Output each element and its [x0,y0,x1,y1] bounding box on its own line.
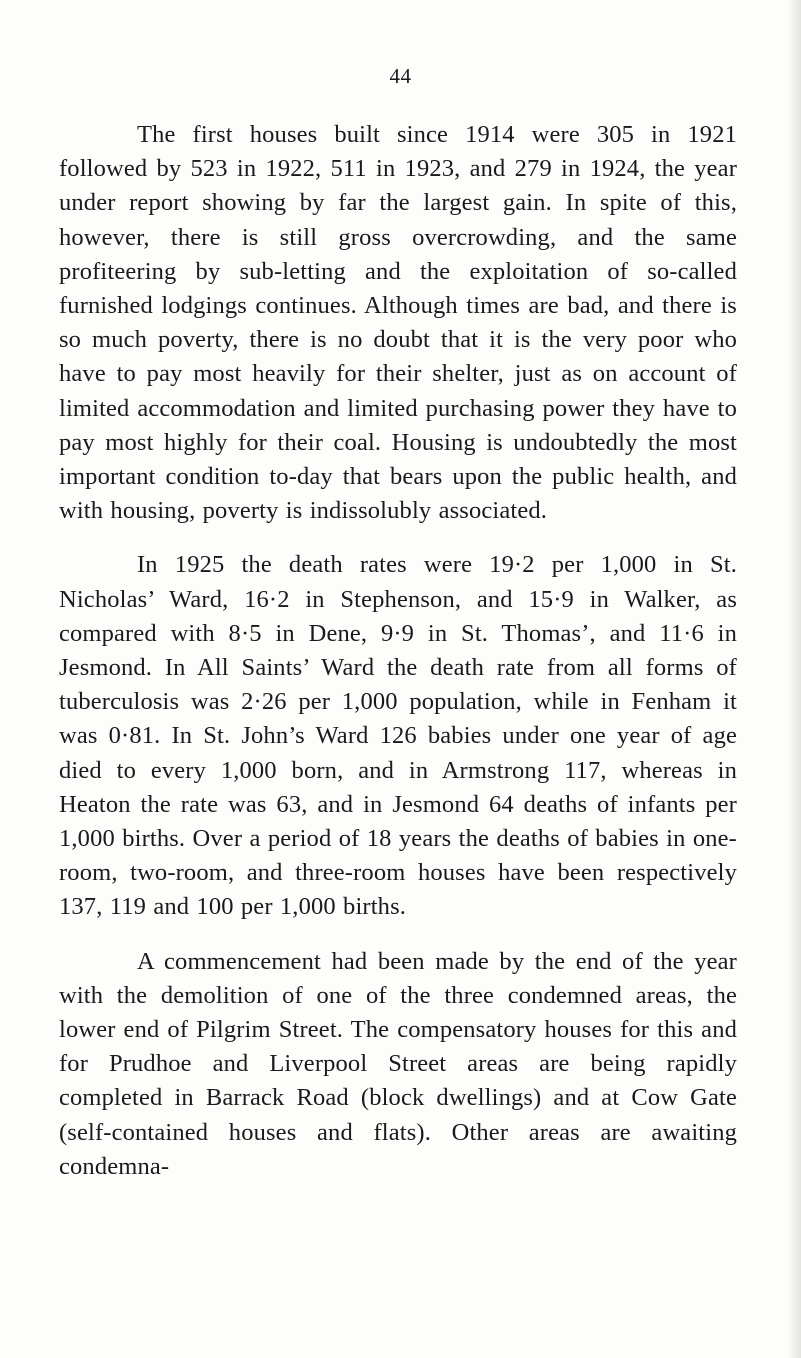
page-number: 44 [389,64,412,88]
body-text [59,118,737,1204]
paragraph-death-rates: In 1925 the death rates were 19·2 per 1,000 in St. Nicholas’ Ward, 16·2 in Stephenson, and 15·9 in Walker, as compared with 8·5 in Dene, 9·9 in St. Thomas’, and 11·6 in Jesmond. In All Saints’ Ward the death rate from all forms of tuberculosis was 2·26 per 1,000 population, while in Fenham it was 0·81. In St. John’s Ward 126 babies under one year of age died to every 1,000 born, and in Armstrong 117, whereas in Heaton the rate was 63, and in Jesmond 64 deaths of infants per 1,000 births. Over a period of 18 years the deaths of babies in one-room, two-room, and three-room houses have been respectively 137, 119 and 100 per 1,000 births. [59,551,737,921]
paragraph-demolition: A commencement had been made by the end of the year with the demolition of one of the three condemned areas, the lower end of Pilgrim Street. The compensatory houses for this and for Prudhoe and Liverpool Street areas are being rapidly completed in Barrack Road (block dwellings) and at Cow Gate (self-contained houses and flats). Other areas are awaiting condemna- [59,947,737,1180]
paragraph-housing: The first houses built since 1914 were 305 in 1921 followed by 523 in 1922, 511 in 1923, and 279 in 1924, the year under report showing by far the largest gain. In spite of this, however, there is still gross overcrowding, and the same profiteering by sub-letting and the exploitation of so-called furnished lodgings continues. Although times are bad, and there is so much poverty, there is no doubt that it is the very poor who have to pay most heavily for their shelter, just as on account of limited accommodation and limited purchasing power they have to pay most highly for their coal. Housing is undoubtedly the most important condition to-day that bears upon the public health, and with housing, poverty is indissolubly associated. [59,121,737,525]
page-edge-shadow [787,0,801,1358]
